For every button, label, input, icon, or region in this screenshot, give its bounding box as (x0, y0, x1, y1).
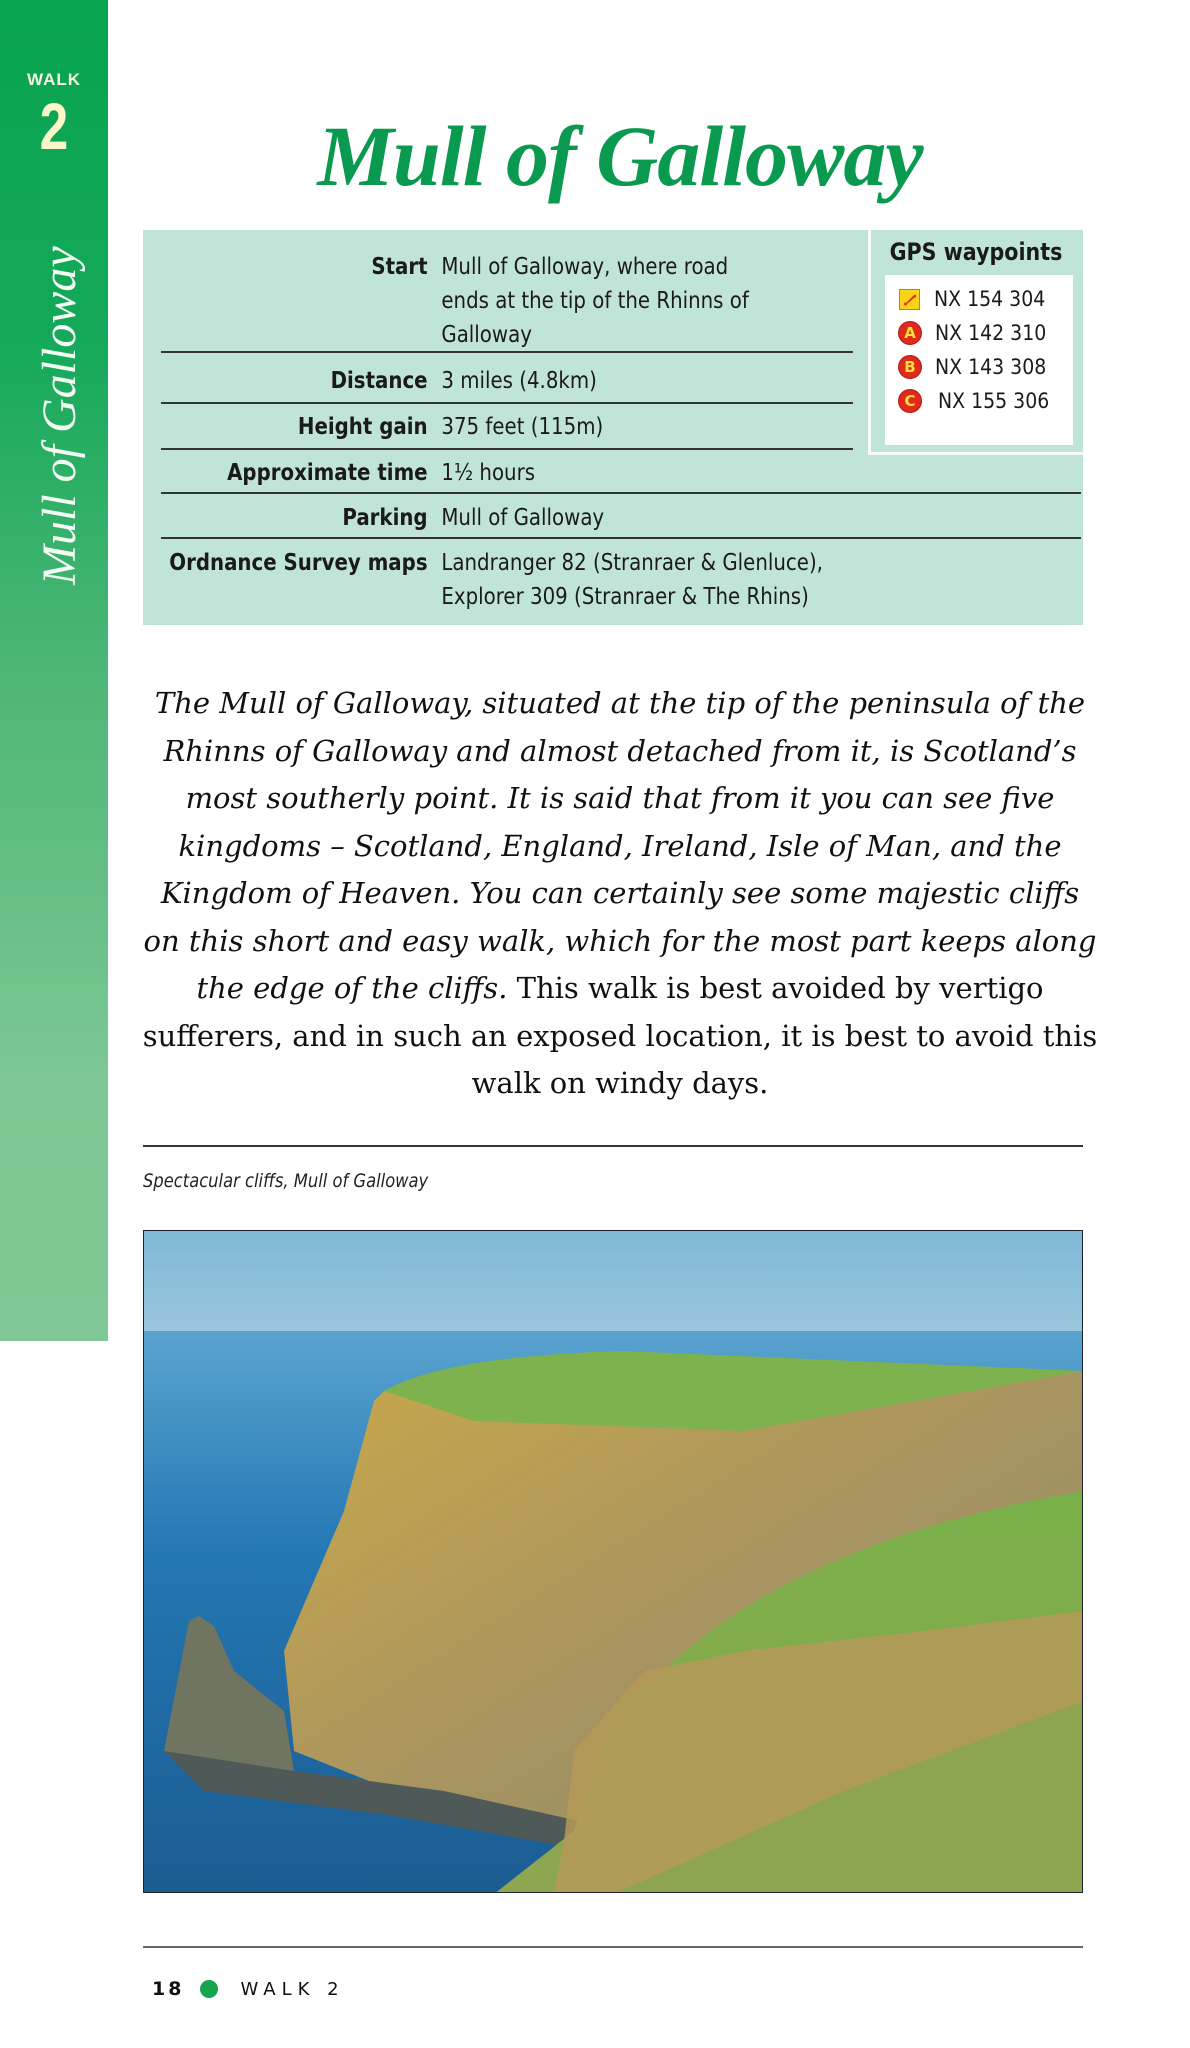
info-value: Mull of Galloway, where road ends at the tip of the Rhinns of Galloway (441, 254, 749, 348)
info-value: 3 miles (4.8km) (441, 368, 597, 394)
walk-label: WALK (26, 70, 82, 89)
info-row-os-maps (161, 542, 1081, 619)
info-label: Start (371, 254, 428, 280)
row-divider (161, 537, 1081, 539)
info-value: Mull of Galloway (441, 505, 605, 531)
page-footer (152, 1978, 345, 2000)
info-label: Height gain (297, 414, 428, 440)
waypoint-ref: NX 154 304 (934, 287, 1046, 311)
bullet-dot-icon (200, 1980, 218, 1998)
footer-section-label: WALK 2 (240, 1978, 345, 2000)
row-divider (161, 402, 853, 404)
info-label: Parking (342, 505, 428, 531)
info-label: Distance (330, 368, 428, 394)
info-value: 1½ hours (441, 460, 536, 486)
sidebar-vertical-title: Mull of Galloway (33, 246, 86, 585)
waypoint-a-icon: A (899, 322, 921, 344)
walk-number: 2 (39, 89, 69, 163)
info-label: Ordnance Survey maps (169, 550, 428, 576)
row-divider (161, 448, 853, 450)
footer-divider (143, 1946, 1083, 1948)
info-value: Landranger 82 (Stranraer & Glenluce), Explorer 309 (Stranraer & The Rhins) (441, 550, 823, 610)
info-value: 375 feet (115m) (441, 414, 604, 440)
cliffs-photo (143, 1230, 1083, 1893)
info-row-approximate-time (161, 452, 1081, 495)
row-divider (161, 351, 853, 353)
page-number: 18 (152, 1978, 185, 2000)
waypoint-c (899, 389, 1062, 413)
intro-paragraph (140, 680, 1100, 1108)
waypoint-start (899, 287, 1058, 311)
gps-title: GPS waypoints (889, 238, 1063, 266)
waypoint-ref: NX 143 308 (935, 355, 1047, 379)
gps-waypoints-panel (868, 230, 1083, 455)
walk-sidebar-tab (0, 0, 108, 1341)
waypoint-ref: NX 142 310 (935, 321, 1047, 345)
gps-waypoint-list (885, 275, 1073, 445)
row-divider (161, 492, 1081, 494)
info-label: Approximate time (227, 460, 428, 486)
photo-caption: Spectacular cliffs, Mull of Galloway (143, 1170, 429, 1192)
waypoint-a (899, 321, 1059, 345)
waypoint-c-icon: C (899, 390, 921, 412)
page-title: Mull of Galloway (317, 108, 923, 204)
waypoint-ref: NX 155 306 (938, 389, 1050, 413)
info-row-parking (161, 497, 1081, 540)
intro-roman-text: This walk is best avoided by vertigo sufferers, and in such an exposed location, it is best to avoid this walk on windy days. (142, 971, 1098, 1100)
waypoint-b (899, 355, 1059, 379)
caption-divider (143, 1145, 1083, 1147)
waypoint-b-icon: B (899, 356, 921, 378)
intro-italic-text: The Mull of Galloway, situated at the tip of the peninsula of the Rhinns of Galloway and almost detached from it, is Scotland’s most southerly point. It is said that from it you can see five kingdoms – Scotland, England, Ireland, Isle of Man, and the Kingdom of Heaven. You can certainly see some majestic cliffs on this short and easy walk, which for the most part keeps along the edge of the cliffs. (143, 686, 1097, 1005)
cliffs-illustration (144, 1231, 1083, 1893)
start-boot-icon (899, 289, 920, 310)
